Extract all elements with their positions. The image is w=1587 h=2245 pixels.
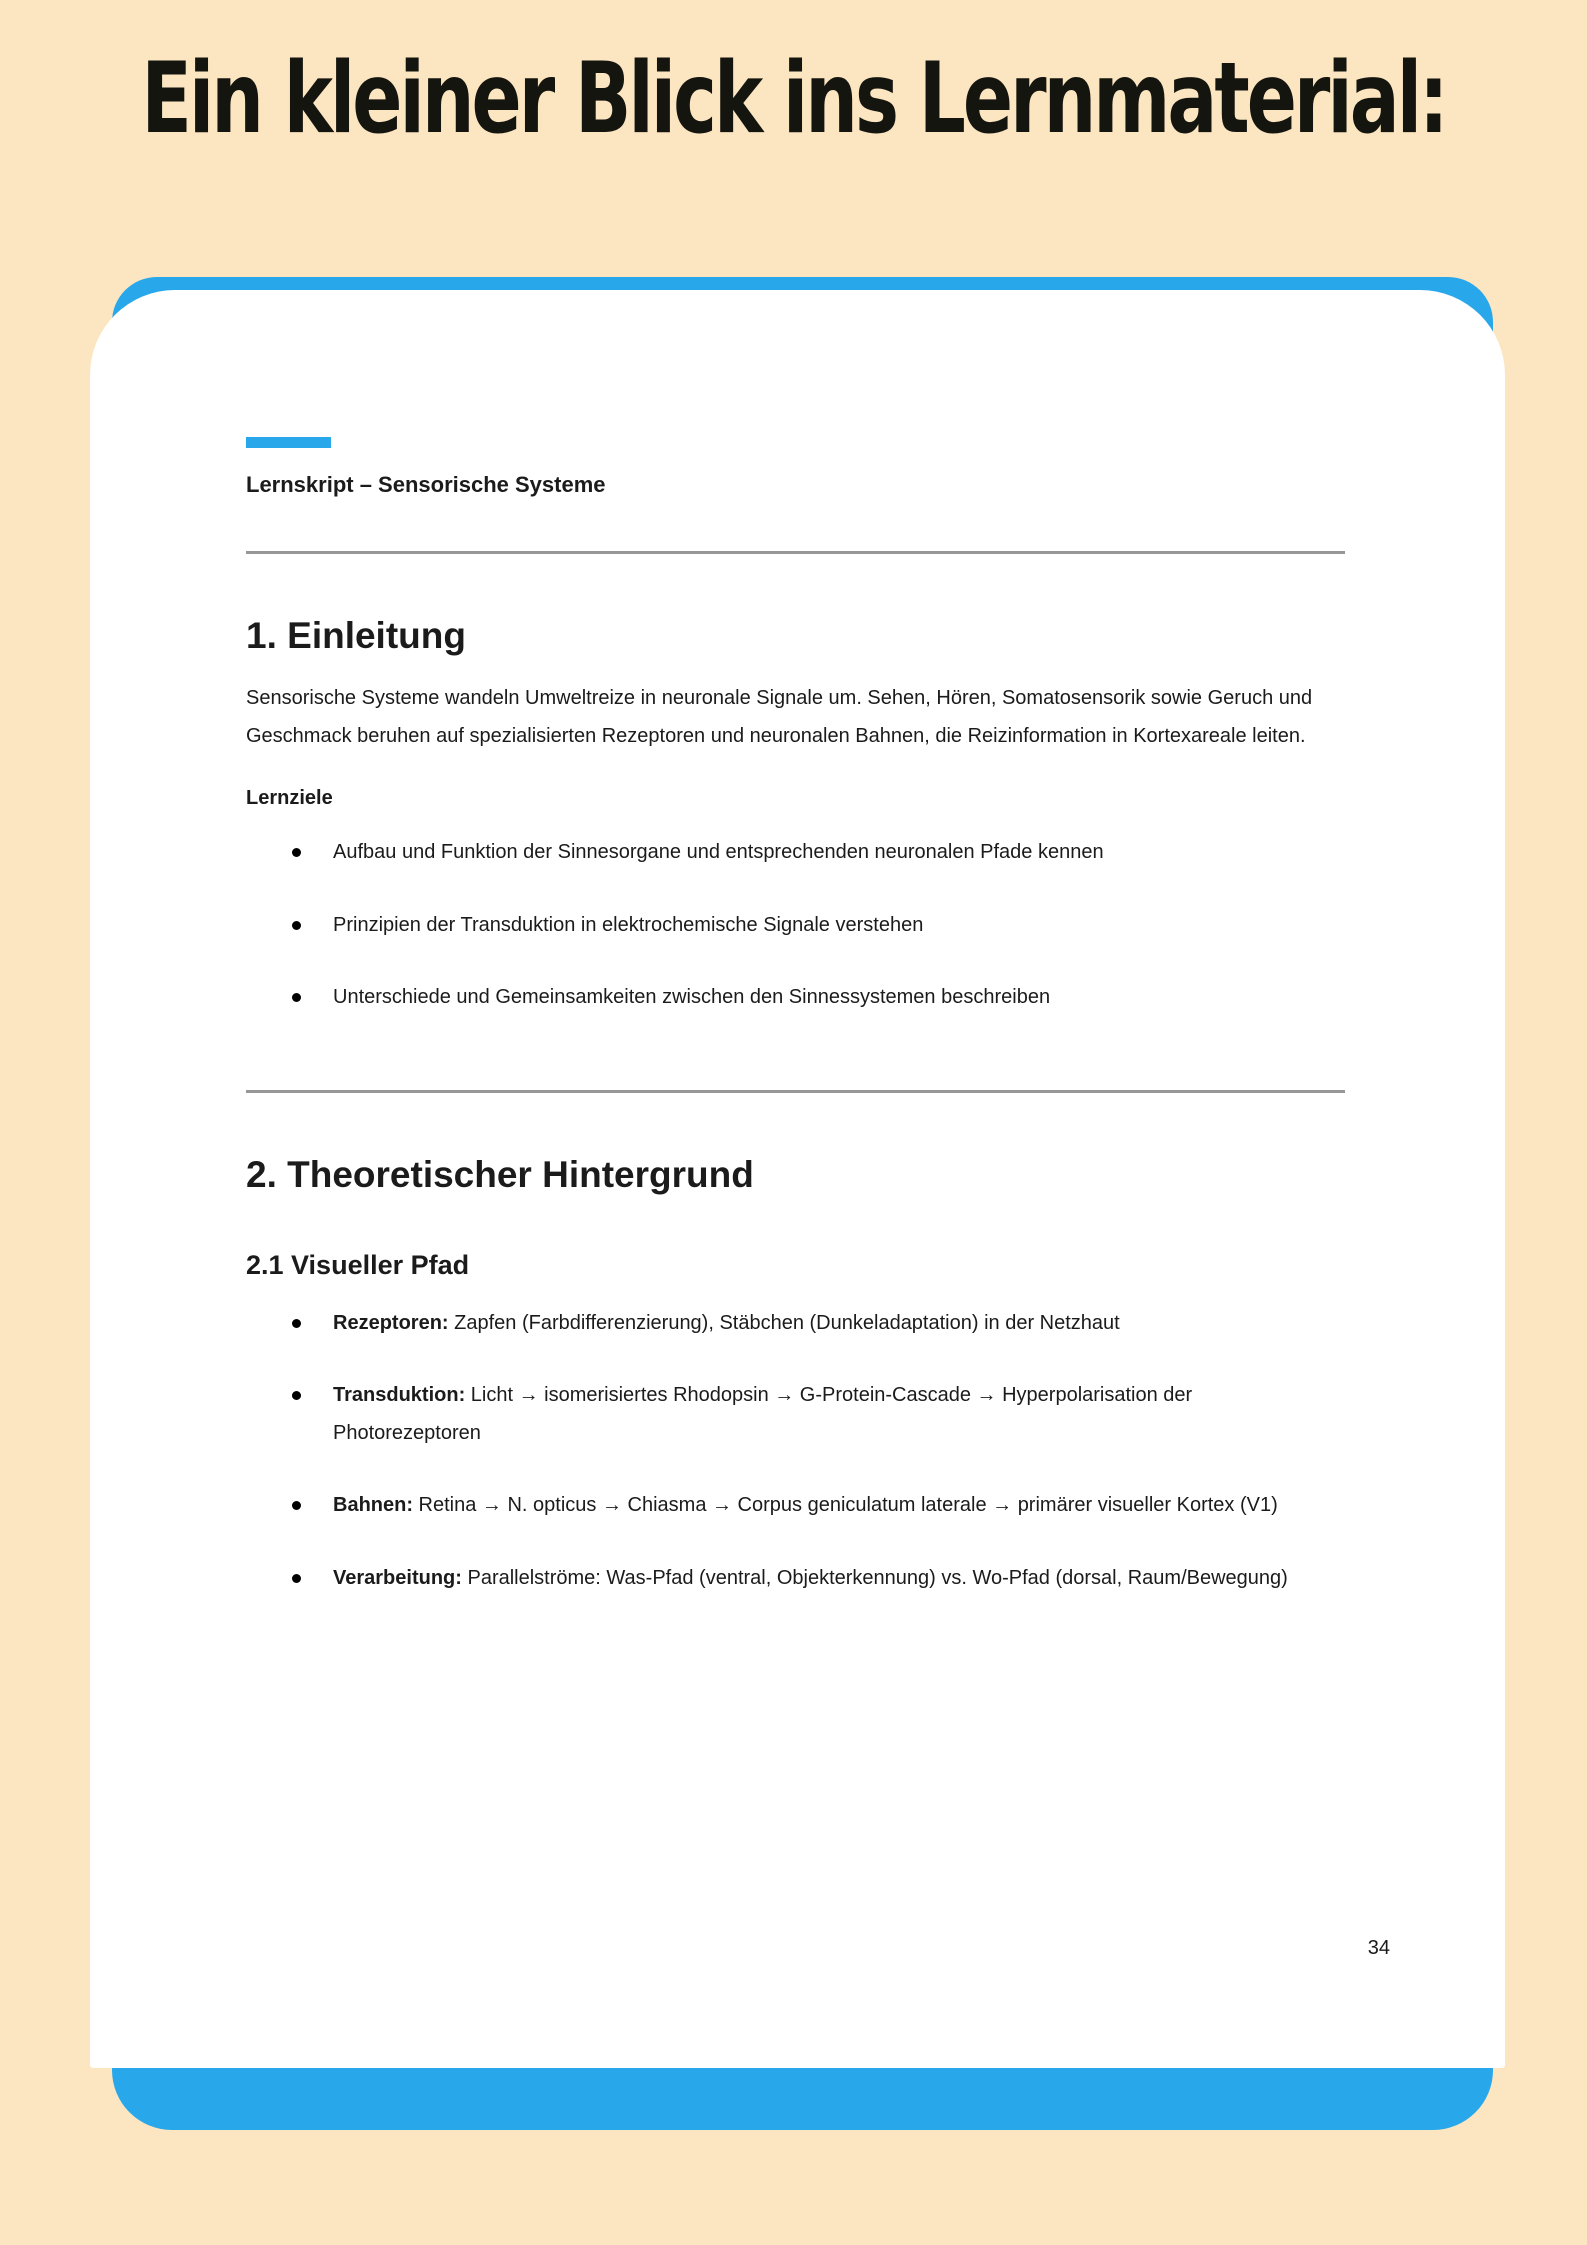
lernziele-list [246,834,1345,1017]
list-item: Aufbau und Funktion der Sinnesorgane und entsprechenden neuronalen Pfade kennen [246,834,1345,872]
horizontal-rule [246,551,1345,554]
bullet-lead: Rezeptoren: [333,1311,449,1334]
section2-subheading: 2.1 Visueller Pfad [246,1249,470,1280]
section1-subheading: Lernziele [246,787,333,809]
blue-accent-bar [246,437,331,448]
bullet-text: Parallelströme: Was-Pfad (ventral, Objekterkennung) vs. Wo-Pfad (dorsal, Raum/Bewegung) [461,1566,1288,1589]
list-item [246,1560,1345,1598]
page-title: Ein kleiner Blick ins Lernmaterial: [141,42,1446,156]
page-number: 34 [1367,1937,1390,1959]
visueller-pfad-list [246,1305,1345,1598]
document-card [90,277,1505,2130]
bullet-lead: Verarbeitung: [333,1566,462,1589]
bullet-lead: Bahnen: [333,1494,413,1516]
document-content [90,290,1505,2068]
section2-heading: 2. Theoretischer Hintergrund [246,1153,754,1195]
list-item: Prinzipien der Transduktion in elektrochemische Signale verstehen [246,907,1345,945]
bullet-lead: Transduktion: [333,1384,466,1406]
bullet-text: Zapfen (Farbdifferenzierung), Stäbchen (Dunkeladaptation) in der Netzhaut [448,1311,1120,1334]
horizontal-rule [246,1090,1345,1093]
section1-heading: 1. Einleitung [246,615,466,656]
section1-paragraph: Sensorische Systeme wandeln Umweltreize in neuronale Signale um. Sehen, Hören, Somatosensorik sowie Geruch und Geschmack beruhen auf spezialisierten Rezeptoren und neuronalen Bahnen, die Reizinformation in Kortexareale leiten. [246,687,1313,747]
card-white-page [90,290,1505,2068]
list-item [246,1377,1345,1452]
bullet-text: Retina → N. opticus → Chiasma → Corpus geniculatum laterale → primärer visueller Kortex (V1) [413,1494,1278,1516]
list-item [246,1487,1345,1525]
bullet-text: Licht → isomerisiertes Rhodopsin → G-Protein-Cascade → Hyperpolarisation der Photorezeptoren [333,1384,1193,1444]
list-item [246,1305,1345,1343]
document-kicker: Lernskript – Sensorische Systeme [246,472,606,497]
list-item: Unterschiede und Gemeinsamkeiten zwischen den Sinnessystemen beschreiben [246,979,1345,1017]
